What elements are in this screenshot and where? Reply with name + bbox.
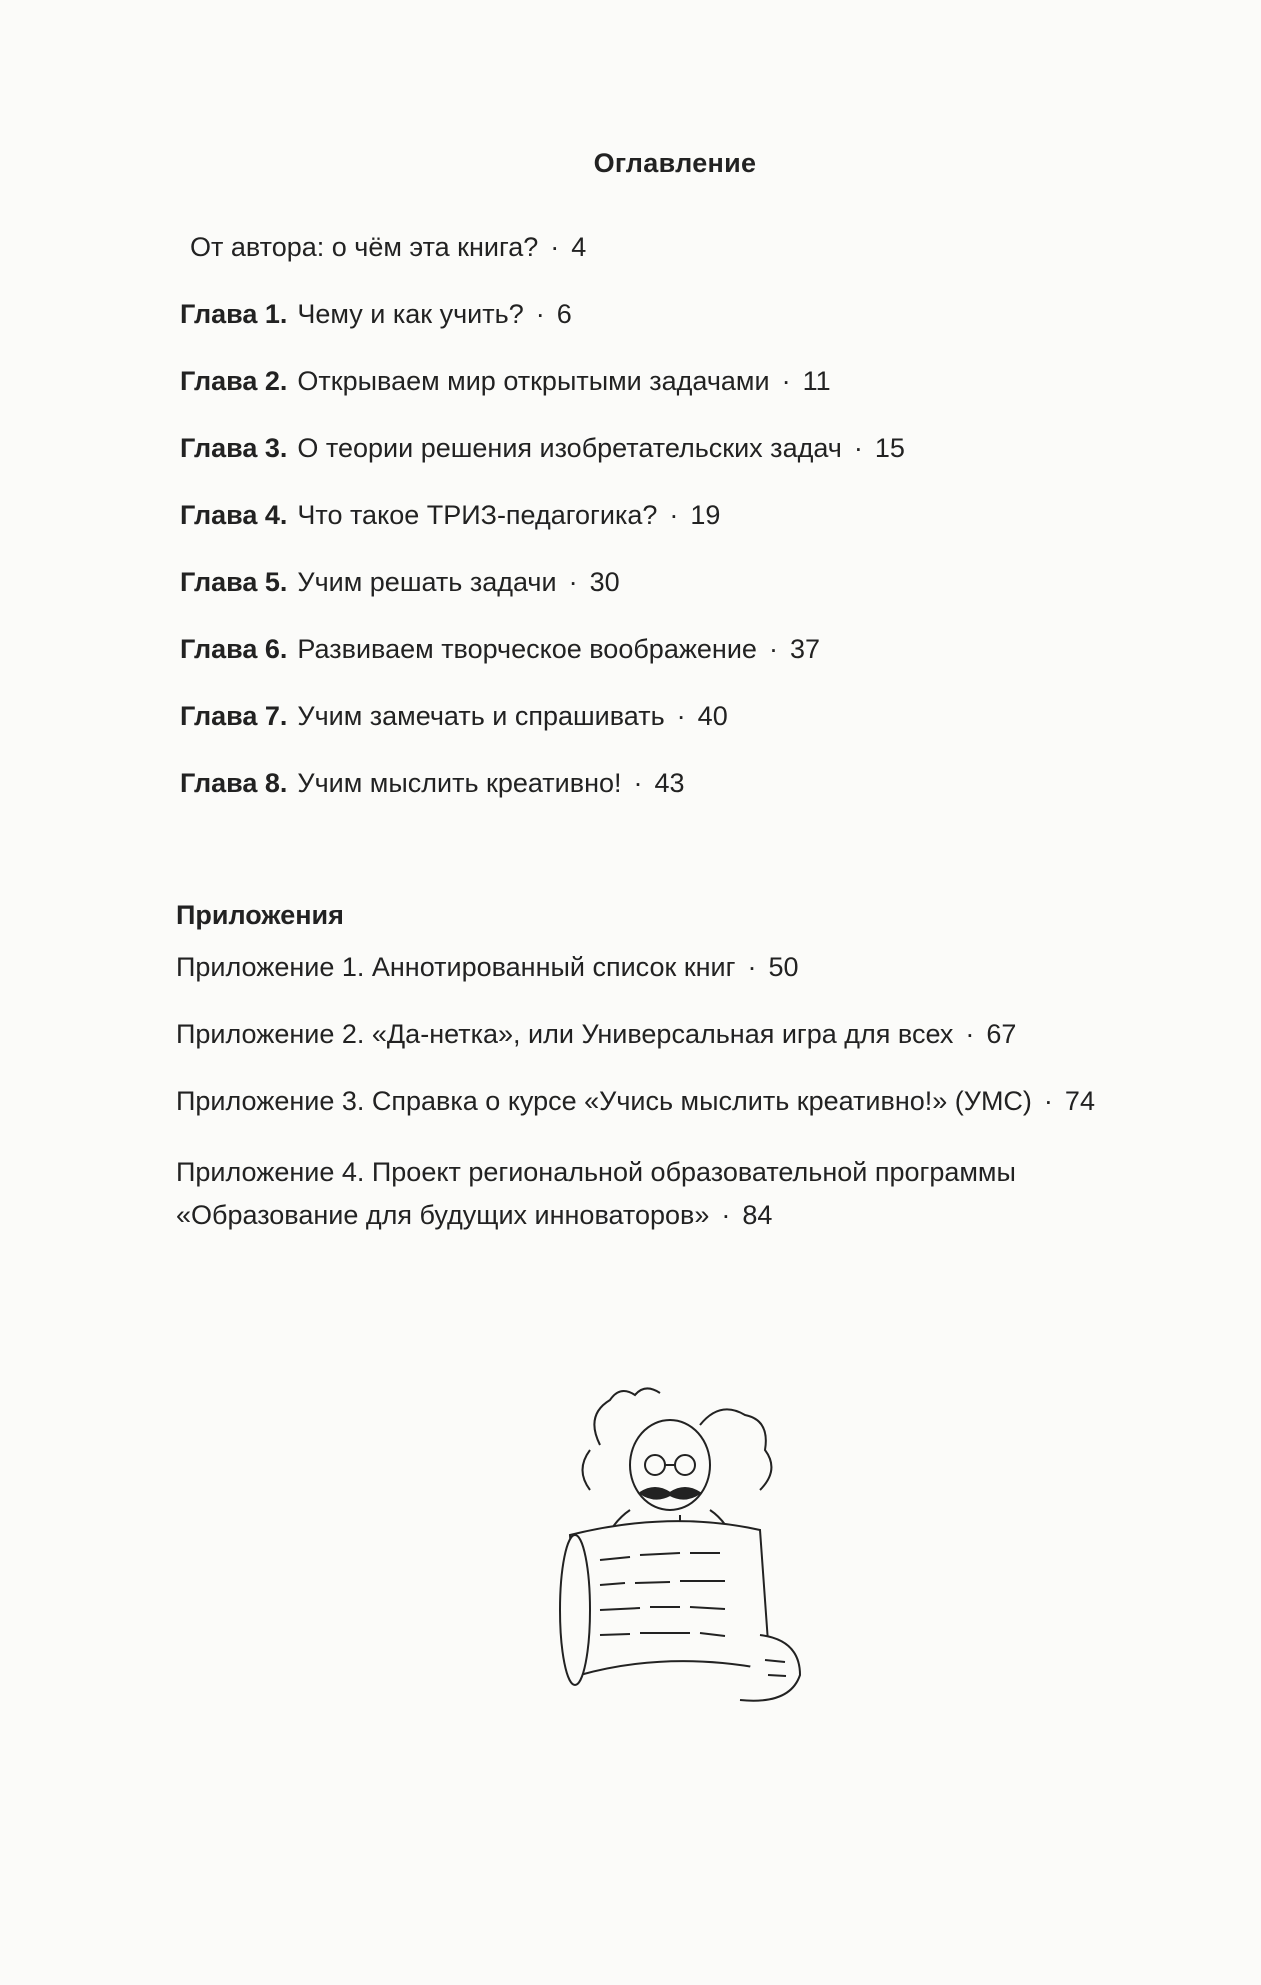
toc-entry-page: 19 [690,500,721,530]
toc-separator: · [747,952,757,982]
toc-separator: · [781,366,791,396]
appendix-entry-text: Приложение 4. Проект региональной образовательной программы «Образование для будущих инноваторов» [176,1157,1016,1230]
appendix-entry-page: 50 [768,952,799,982]
appendix-entry-page: 67 [986,1019,1017,1049]
toc-separator: · [633,768,643,798]
toc-entry-text: Развиваем творческое воображение [297,634,757,664]
toc-entry-page: 43 [654,768,685,798]
toc-entry-label: Глава 5. [180,567,288,597]
page-title: Оглавление [593,148,757,178]
toc-entry[interactable] [180,297,1180,331]
toc-entry[interactable] [180,364,1180,398]
toc-entry-label: Глава 7. [180,701,288,731]
toc-entry-page: 37 [789,634,820,664]
toc-separator: · [676,701,686,731]
toc-entry[interactable] [180,230,1180,264]
appendix-entry[interactable] [176,1151,1166,1237]
toc-entry[interactable] [180,632,1180,666]
toc-entry-text: Чему и как учить? [297,299,524,329]
appendix-entry-text: Приложение 2. «Да-нетка», или Универсальная игра для всех [176,1019,954,1049]
toc-entry-page: 11 [802,366,831,396]
toc-entry-text: Учим мыслить креативно! [297,768,622,798]
toc-separator: · [550,232,560,262]
toc-entry-label: Глава 1. [180,299,288,329]
toc-entry-label: Глава 4. [180,500,288,530]
toc-entry-label: Глава 3. [180,433,288,463]
appendix-entry-page: 74 [1064,1086,1095,1116]
toc-separator: · [721,1200,731,1230]
appendix-entry[interactable] [176,950,1176,984]
toc-entry-text: Учим замечать и спрашивать [297,701,665,731]
toc-entry-page: 4 [571,232,587,262]
toc-entry-label: Глава 6. [180,634,288,664]
toc-entry-text: Что такое ТРИЗ-педагогика? [297,500,658,530]
toc-entry[interactable] [180,431,1180,465]
toc-separator: · [568,567,578,597]
appendix-entry[interactable] [176,1084,1176,1118]
toc-separator: · [853,433,863,463]
toc-entry[interactable] [180,565,1180,599]
toc-entry-text: Открываем мир открытыми задачами [297,366,770,396]
appendices-heading: Приложения [176,900,344,930]
toc-entry-page: 30 [589,567,620,597]
toc-entry[interactable] [180,498,1180,532]
toc-entry-label: Глава 8. [180,768,288,798]
appendix-entry-page: 84 [742,1200,773,1230]
appendix-entry[interactable] [176,1017,1176,1051]
appendix-entry-text: Приложение 1. Аннотированный список книг [176,952,736,982]
appendices-list [176,950,1176,1270]
toc-entry[interactable] [180,699,1180,733]
toc-entry-text: От автора: о чём эта книга? [190,232,539,262]
toc-separator: · [1043,1086,1053,1116]
toc-entry-text: Учим решать задачи [297,567,557,597]
toc-entry-page: 15 [874,433,905,463]
toc-entry-text: О теории решения изобретательских задач [297,433,842,463]
toc-entry-page: 40 [697,701,728,731]
toc-entry-page: 6 [556,299,572,329]
toc-separator: · [768,634,778,664]
toc-entry[interactable] [180,766,1180,800]
toc-entry-label: Глава 2. [180,366,288,396]
toc-separator: · [965,1019,975,1049]
table-of-contents [180,230,1180,833]
toc-separator: · [535,299,545,329]
toc-separator: · [669,500,679,530]
appendix-entry-text: Приложение 3. Справка о курсе «Учись мыслить креативно!» (УМС) [176,1086,1032,1116]
professor-with-scroll-icon [530,1385,810,1710]
